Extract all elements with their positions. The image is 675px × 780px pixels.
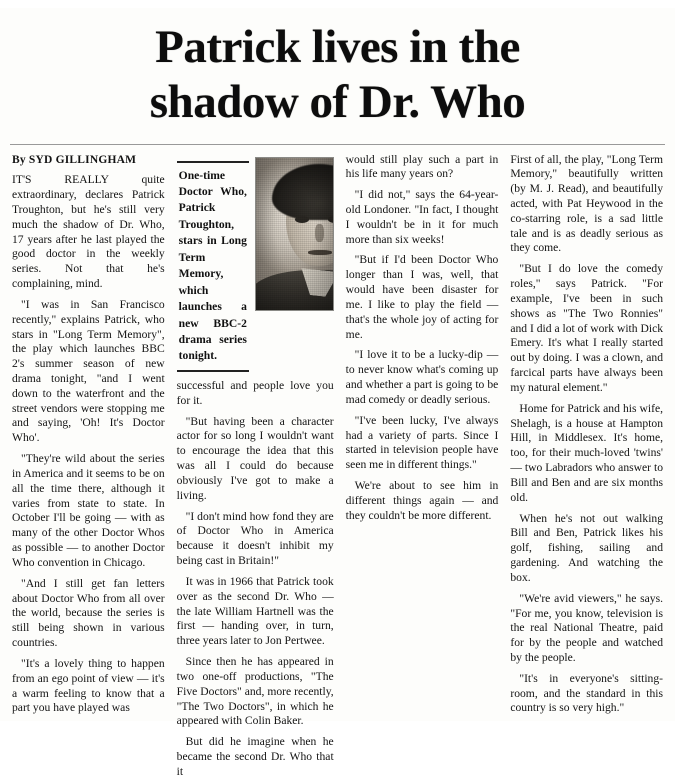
article-column-1 [12, 153, 165, 715]
paragraph: "It's in everyone's sitting-room, and the standard in this country is so very high." [510, 671, 664, 715]
article-column-4 [510, 152, 664, 715]
paragraph: It was in 1966 that Patrick took over as the second Dr. Who — the late William Hartnell was the first — handing over, in turn, three years later to Jon Pertwee. [176, 574, 334, 648]
paragraph: First of all, the play, "Long Term Memory," beautifully written (by M. J. Read), and beautifully acted, with Pat Heywood in the co-starring role, is a sad little tale and is as deadly serious as they come. [510, 152, 664, 255]
paragraph: "I was in San Francisco recently," explains Patrick, who stars in "Long Term Memory", the play which launches BBC 2's summer season of new drama tonight, "and I went down to the waterfront and the street vendors were stopping me and saying, 'Oh! It's Doctor Who'. [12, 297, 165, 445]
portrait-photo [255, 157, 334, 311]
photo-caption: One-time Doctor Who, Patrick Troughton, stars in Long Term Memory, which launches a new BBC-2 drama series tonight. [177, 161, 249, 372]
photo-and-caption [177, 153, 334, 372]
paragraph: "It's a lovely thing to happen from an ego point of view — it's a warm feeling to know that a part you have played was [12, 656, 165, 715]
paragraph: Since then he has appeared in two one-off productions, "The Five Doctors" and, more recently, "The Two Doctors", in which he appeared with Colin Baker. [176, 655, 334, 728]
paragraph: "I don't mind how fond they are of Doctor Who in America because it doesn't inhibit my being cast in Britain!" [176, 509, 334, 568]
page-title [12, 8, 663, 128]
article-columns [0, 151, 675, 778]
newspaper-article-page [0, 8, 675, 778]
paragraph: "But if I'd been Doctor Who longer than I was, well, that would have been disaster for me. I like to play the field — that's the whole joy of acting for me. [345, 253, 499, 341]
paragraph: IT'S REALLY quite extraordinary, declares Patrick Troughton, but he's still very much the shadow of Dr. Who, 17 years after he last played the good doctor in the weekly series. Not that he's complaining, mind. [12, 173, 165, 291]
paragraph: "But having been a character actor for so long I wouldn't want to encourage the idea that this was all I could do because obviously I've got to make a living. [176, 414, 334, 502]
headline-line-1: Patrick lives in the [155, 21, 520, 73]
byline: By SYD GILLINGHAM [12, 153, 137, 166]
headline-line-2: shadow of Dr. Who [149, 75, 526, 128]
paragraph: "And I still get fan letters about Doctor Who from all over the world, because the series is still being shown in various countries. [12, 576, 165, 650]
article-column-3 [346, 153, 499, 701]
paragraph: "I've been lucky, I've always had a variety of parts. Since I started in television people have seen me in different things." [345, 413, 499, 472]
paragraph: "We're avid viewers," he says. "For me, you know, television is the real National Theatre, paid for by the people and watched by the people. [510, 591, 664, 664]
paragraph: But did he imagine when he became the second Dr. Who that it [176, 735, 334, 778]
headline-divider [10, 144, 665, 145]
paragraph: "I love it to be a lucky-dip — to never know what's coming up and whether a part is going to be mad comedy or deadly serious. [345, 348, 499, 406]
paragraph: We're about to see him in different things again — and they couldn't be more different. [345, 479, 499, 522]
photo-vignette [256, 158, 333, 310]
paragraph: "But I do love the comedy roles," says Patrick. "For example, I've been in such shows as "The Two Ronnies" and I did a lot of work with Dick Emery. It's what I really started out by doing. I was a clown, and farcical parts have always been my natural element." [510, 262, 664, 394]
paragraph: Home for Patrick and his wife, Shelagh, is a house at Hampton Hill, in Middlesex. It's home, too, for their much-loved 'twins' — two Labradors who answer to Bill and Ben and are six months old. [510, 401, 664, 504]
paragraph: would still play such a part in his life many years on? [345, 152, 499, 181]
paragraph: "They're wild about the series in America and it seems to be on all the time there, although it varies from state to state. In October I'll be going — with as many of the other Doctor Whos as possible — to another Doctor Who convention in Chicago. [12, 452, 165, 569]
paragraph: "I did not," says the 64-year-old Londoner. "In fact, I thought I wouldn't be in it for much more than six weeks! [345, 188, 499, 246]
paragraph: successful and people love you for it. [176, 378, 334, 407]
paragraph: When he's not out walking Bill and Ben, Patrick likes his golf, fishing, sailing and gardening. And watching the box. [510, 511, 664, 584]
article-column-2 [176, 153, 334, 778]
column-2-text [177, 379, 334, 780]
